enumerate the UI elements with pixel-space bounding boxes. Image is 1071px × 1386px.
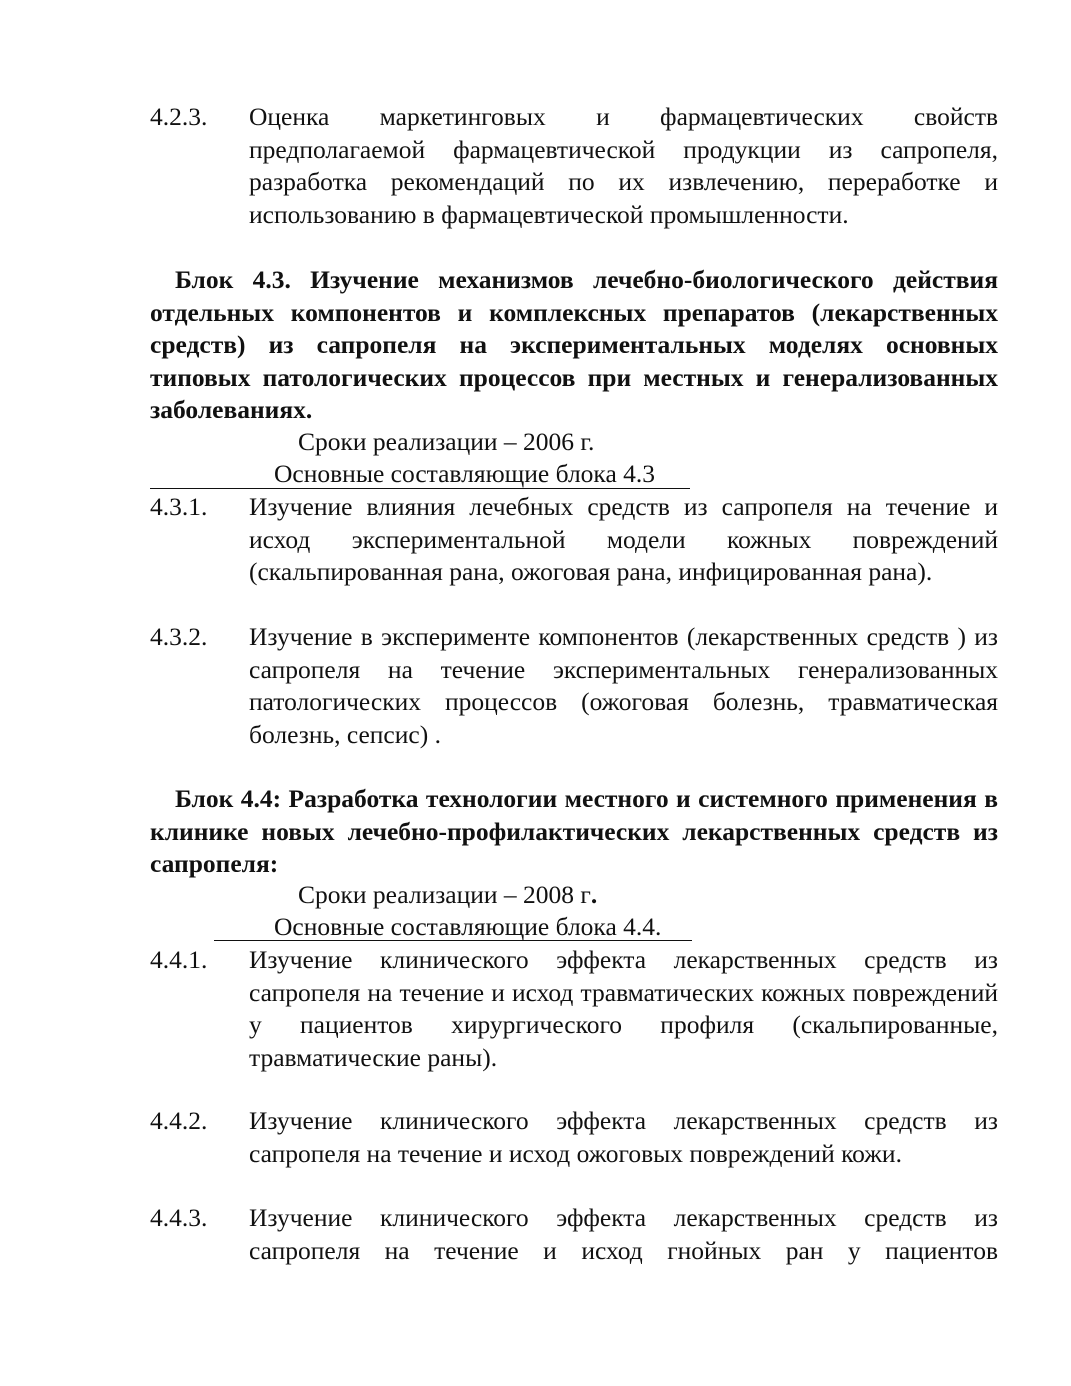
item-text: Изучение влияния лечебных средств из сапропеля на течение и исход экспериментальной модели кожных повреждений (скальпированная рана, ожоговая рана, инфицированная рана). bbox=[249, 492, 998, 586]
item-number: 4.4.1. bbox=[150, 945, 208, 974]
block-4-4-heading: Блок 4.4: Разработка технологии местного и системного применения в клинике новых лечебно-профилактических лекарственных средств из сапропеля: bbox=[150, 784, 998, 878]
item-text: Оценка маркетинговых и фармацевтических свойств предполагаемой фармацевтической продукции из сапропеля, разработка рекомендаций по их извлечению, переработке и использованию в фармацевтической промышленности. bbox=[249, 102, 998, 229]
list-item-4-3-1 bbox=[150, 491, 998, 589]
block-4-4-term bbox=[298, 879, 597, 912]
term-dot: . bbox=[590, 880, 598, 909]
item-text: Изучение клинического эффекта лекарственных средств из сапропеля на течение и исход травматических кожных повреждений у пациентов хирургического профиля (скальпированные, травматические раны). bbox=[249, 945, 998, 1072]
item-number: 4.3.2. bbox=[150, 622, 208, 651]
components-text: Основные составляющие блока 4.4 bbox=[274, 912, 656, 941]
block-4-4-components-title bbox=[274, 911, 661, 944]
list-item-4-4-3 bbox=[150, 1202, 998, 1267]
list-item-4-4-2 bbox=[150, 1105, 998, 1170]
item-number: 4.2.3. bbox=[150, 102, 208, 131]
term-text: Сроки реализации – 2008 г bbox=[298, 880, 591, 909]
list-item-4-2-3 bbox=[150, 101, 998, 231]
item-number: 4.3.1. bbox=[150, 492, 208, 521]
item-number: 4.4.3. bbox=[150, 1203, 208, 1232]
components-dot: . bbox=[655, 912, 662, 941]
item-text: Изучение клинического эффекта лекарственных средств из сапропеля на течение и исход гнойных ран у пациентов bbox=[249, 1203, 998, 1265]
item-text: Изучение в эксперименте компонентов (лекарственных средств ) из сапропеля на течение экспериментальных генерализованных патологических процессов (ожоговая болезнь, травматическая болезнь, сепсис) . bbox=[249, 622, 998, 749]
item-text: Изучение клинического эффекта лекарственных средств из сапропеля на течение и исход ожоговых повреждений кожи. bbox=[249, 1106, 998, 1168]
list-item-4-3-2 bbox=[150, 621, 998, 751]
block-4-3-heading: Блок 4.3. Изучение механизмов лечебно-биологического действия отдельных компонентов и комплексных препаратов (лекарственных средств) из сапропеля на экспериментальных моделях основных типовых патологических процессов при местных и генерализованных заболеваниях. bbox=[150, 265, 998, 424]
block-4-3-term: Сроки реализации – 2006 г. bbox=[298, 427, 595, 456]
block-4-3-components-title: Основные составляющие блока 4.3 bbox=[274, 459, 656, 488]
item-number: 4.4.2. bbox=[150, 1106, 208, 1135]
list-item-4-4-1 bbox=[150, 944, 998, 1074]
